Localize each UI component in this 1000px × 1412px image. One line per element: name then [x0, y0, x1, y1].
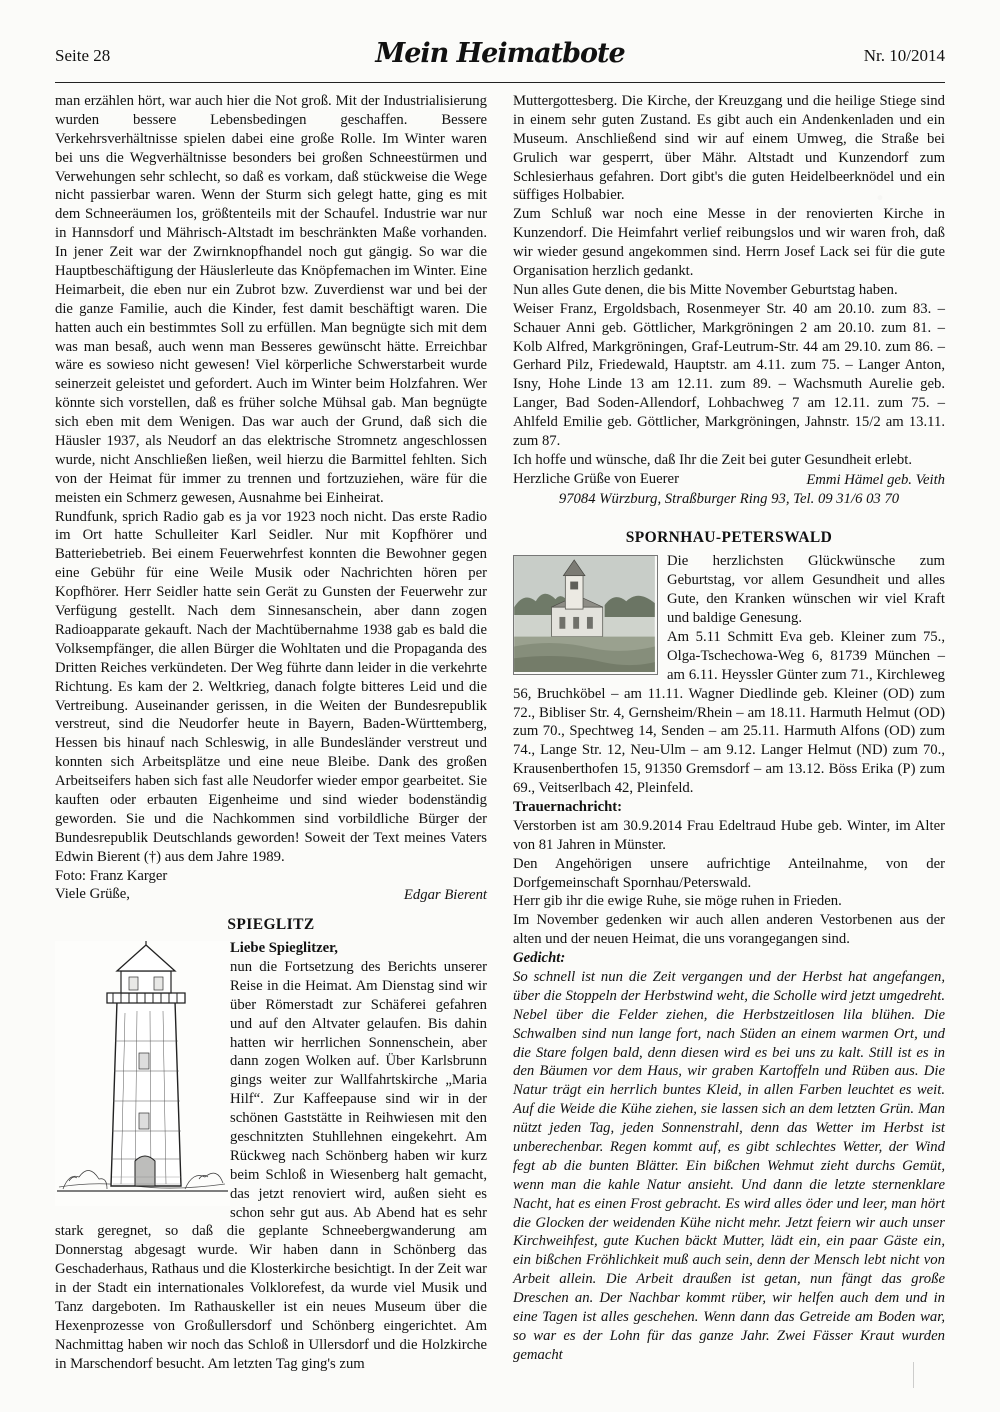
page-number-left: Seite 28: [55, 46, 111, 65]
section-title-spieglitz: SPIEGLITZ: [227, 916, 315, 934]
birthday-list: Weiser Franz, Ergoldsbach, Rosenmeyer Str. 40 am 20.10. zum 83. – Schauer Anni geb. Göttlicher, Markgröningen 2 am 20.10. zum 81. – Kolb Alfred, Markgröningen, Graf-Leutrum-Str. 44 am 29.10. zum 86. – Gerhard Pilz, Friedewald, Hauptstr. am 4.11. zum 75. – Langer Anton, Isny, Hohe Linde 13 am 12.11. zum 89. – Wachsmuth Aurelie geb. Langer, Bad Soden-Allendorf, Lohbachweg 7 am 12.11. zum 75. – Ahlfeld Emilie geb. Göttlicher, Markgröningen, Jahnstr. 15/2 am 13.11. zum 87.: [513, 300, 945, 450]
left-article-paragraph-2: Rundfunk, sprich Radio gab es ja vor 1923 noch nicht. Das erste Radio im Ort hatte Schulleiter Karl Seidler. Nur mit Kopfhörer und Batteriebetrieb. Bei einem Feuerwehrfest konnten die Bewohner gegen eine Gebühr für eine Weile Musik oder Nachrichten hören per Kopfhörer. Herr Seidler hatte sein Gerät zu Gunsten der Feuerwehr zur Verfügung gestellt. Nach dem Sinnesanschein, aber dann zogen Radioapparate gekauft. Nach der Machtübernahme 1938 gab es bald die Volksempfänger, die allen Bürger die Wohltaten und die Propaganda des Dritten Reiches verkündeten. Der Weg führte dann leider in die verkehrte Richtung. Es kam der 2. Weltkrieg, danach folgte bitteres Leid und die Vertreibung. Auseinander gerissen, in die Weiten der Bundesrepublik verstreut, sind die Neudorfer heute in Bayern, Baden-Württemberg, Hessen bis hinauf nach Schleswig, in alle Bundesländer verstreut und konnten sich Arbeitsplätze und eine neue Bleibe. Dank des großen Arbeitseifers haben sich fast alle Neudorfer wieder empor gearbeitet. Sie kauften oder erbauten Eigenheime und sind wieder bodenständig geworden. Sie und die Nachkommen sind vorbildliche Bürger der Bundesrepublik Deutschlands geworden! Soweit der Text meines Vaters Edwin Bierent (†) aus dem Jahre 1989.: [55, 508, 487, 865]
photo-credit: Foto: Franz Karger: [55, 867, 168, 884]
right-column: [513, 92, 945, 1365]
sporn-block: [513, 552, 945, 798]
right-signature: Emmi Hämel geb. Veith: [806, 471, 945, 488]
poem-title: Gedicht:: [513, 950, 566, 967]
tower-illustration: [55, 941, 230, 1206]
right-paragraph-2: Zum Schluß war noch eine Messe in der renovierten Kirche in Kunzendorf. Die Heimfahrt verlief reibungslos und wir waren froh, daß wir wieder gesund angekommen sind. Herrn Josef Lack sei für die gute Organisation herzlich gedankt.: [513, 206, 945, 280]
section-title-sporn: SPORNHAU-PETERSWALD: [625, 529, 833, 547]
left-column: [55, 92, 487, 1374]
farewell-line: Viele Grüße,: [55, 886, 130, 903]
sporn-birthday-list: Am 5.11 Schmitt Eva geb. Kleiner zum 75., Olga-Tschechowa-Weg 6, 81739 München – am 6.11. Heyssler Günter zum 71., Kirchleweg 56, Bruchköbel – am 11.11. Wagner Diedlinde geb. Kleiner (OD) zum 72., Bibliser Str. 4, Gernsheim/Rhein – am 18.11. Harmuth Helmut (OD) zum 70., Spechtweg 14, Senden – am 25.11. Harmuth Alfons (OD) zum 74., Lange Str. 12, Neu-Ulm – am 9.12. Langer Helmut (ND) zum 70., Krausenberthofen 15, 91350 Gremsdorf – am 13.12. Böss Erika (P) zum 69., Veitserlbach 42, Pleinfeld.: [513, 628, 945, 797]
spieglitz-body: nun die Fortsetzung des Berichts unserer Reise in die Heimat. Am Dienstag sind wir über Römerstadt zur Schäferei gefahren und auf den Altvater gelaufen. Bis dahin hatten wir herrlichen Sonnenschein, aber dann zogen Wolken auf. Über Karlsbrunn gings weiter zur Wallfahrtskirche „Maria Hilf“. Zur Kaffeepause sind wir in der schönen Gaststätte in Reihwiesen mit den geschnitzten Stuhllehnen eingekehrt. Am Rückweg nach Schönberg haben wir kurz beim Schloß in Wiesenberg halt gemacht, das jetzt renoviert wird, außen sieht es schon sehr gut aus. Ab Abend hat es sehr stark geregnet, so daß die geplante Schneebergwanderung am Donnerstag abgesagt wurde. Wir haben dann in Schönberg das Geschaderhaus, Rathaus und die Klosterkirche besichtigt. In der Zeit war in der Stadt ein internationales Volklorefest, da wurde viel Musik und Tanz dargeboten. Im Rathauskeller ist ein neues Museum über die Hexenprozesse von Großullersdorf und Schönberg eingerichtet. Am Nachmittag haben wir noch das Schloß in Ullersdorf und die Holzkirche in Marschendorf besucht. Am letzten Tag ging's zum: [55, 958, 487, 1372]
church-photo: [513, 555, 658, 675]
issue-number: Nr. 10/2014: [863, 46, 945, 65]
page-corner-mark: [913, 1362, 914, 1388]
obituary-body-1: Verstorben ist am 30.9.2014 Frau Edeltraud Hube geb. Winter, im Alter von 81 Jahren in Münster.: [513, 817, 945, 853]
spieglitz-salutation: Liebe Spieglitzer,: [230, 940, 338, 957]
spieglitz-block: [55, 939, 487, 1373]
sporn-intro: Die herzlichsten Glückwünsche zum Geburtstag, vor allem Gesundheit und alles Gute, den Kranken wünschen wir viel Kraft und baldige Genesung.: [667, 553, 945, 627]
closing-wish: Ich hoffe und wünsche, daß Ihr die Zeit bei guter Gesundheit erlebt.: [513, 451, 913, 468]
article-columns: [55, 92, 945, 1382]
left-article-paragraph-1: man erzählen hört, war auch hier die Not groß. Mit der Industrialisierung wurden bessere Lebensbedingen geschaffen. Bessere Verkehrsverhältnisse spielen dabei eine große Rolle. Im Winter waren bei uns die Wegverhältnisse besonders bei großen Schneestürmen und Verwehungen sehr schlecht, so daß es vorkam, daß stückweise die Wege nicht passierbar waren. Wenn der Sturm sich gelegt hatte, ging es mit dem Schneeräumen los, größtenteils mit der Schaufel. Industrie war nur in Hannsdorf und Mährisch-Altstadt im beschränkten Maße vorhanden. In jener Zeit war der Zwirnknopfhandel noch gut gängig. So war die Hauptbeschäftigung der Häuslerleute das Knöpfemachen im Winter. Eine Heimarbeit, die eben nur ein Zubrot bzw. Zuverdienst war und bei der die ganze Familie, auch die Kinder, fest damit beschäftigt waren. Die hatten auch ein bestimmtes Soll zu erfüllen. Man begnügte sich mit dem was man besaß, auch wenn man Besseres gewünscht hätte. Erreichbar wäre es sowieso nicht gewesen! Viel körperliche Schwerstarbeit wurde seinerzeit geleistet und gefordert. Auch im Winter beim Holzfahren. Wer könnte sich vorstellen, daß es früher solche Mühsal gab. Man begnügte sich eben mit dem Wenigen. Das war auch der Grund, daß sich die Häusler 1937, als Neudorf an das elektrische Stromnetz angeschlossen wurde, nicht Anschließen ließen, weil hierzu die Barmittel fehlten. Sich von der Heimat für immer zu trennen und fortzuziehen, wäre für die meisten ein Schmerz gewesen, Ausnahme bei Einheirat.: [55, 93, 487, 506]
obituary-body-4: Im November gedenken wir auch allen anderen Vestorbenen aus der alten und der neuen Heimat, die uns vorangegangen sind.: [513, 912, 945, 948]
birthday-intro: Nun alles Gute denen, die bis Mitte November Geburtstag haben.: [513, 281, 898, 298]
sender-address: 97084 Würzburg, Straßburger Ring 93, Tel. 09 31/6 03 70: [558, 490, 900, 507]
right-paragraph-1: Muttergottesberg. Die Kirche, der Kreuzgang und die heilige Stiege sind in einem sehr guten Zustand. Es gibt auch ein Andenkenladen und ein Museum. Anschließend sind wir auf einem Umweg, die Straße bei Grulich war gesperrt, über Mähr. Altstadt und Kunzendorf zum Schlesierhaus gefahren. Dort gibt's die guten Heidelbeerknödel und ein süffiges Holbabier.: [513, 93, 945, 204]
greeting-line: Herzliche Grüße von Euerer: [513, 470, 679, 487]
header-divider: [55, 82, 945, 83]
obituary-body-3: Herr gib ihr die ewige Ruhe, sie möge ruhen in Frieden.: [513, 893, 842, 910]
obituary-title: Trauernachricht:: [513, 798, 623, 815]
left-signature: Edgar Bierent: [403, 887, 487, 904]
masthead: [55, 38, 945, 74]
publication-logo: Mein Heimatbote: [375, 38, 625, 69]
obituary-body-2: Den Angehörigen unsere aufrichtige Anteilnahme, von der Dorfgemeinschaft Spornhau/Peterswald.: [513, 855, 945, 891]
poem-body: So schnell ist nun die Zeit vergangen und der Herbst hat angefangen, über die Stoppeln der Herbstwind weht, die Scholle wird jetzt umgedreht. Nebel über die Felder ziehen, die Herbstzeitlosen lila blühen. Die Schwalben sind nun lange fort, nach Süden an einem warmen Ort, und die Stare folgen bald, denn diesen wird es bei uns zu kalt. Still ist es in den Bäumen vor dem Haus, wir graben Kartoffeln und Rüben aus. Die Natur trägt ein herrlich buntes Kleid, in allen Farben leuchtet es weit. Auf die Weide die Kühe ziehen, sie lassen sich an dem letzten Grün. Man nützt jeden Tag, jeden Sonnenstrahl, denn das Wetter im Herbst ist unberechenbar. Regen kommt auf, es gibt schlechtes Wetter, der Wind fegt ab die bunten Blätter. Ein bißchen Wehmut zieht durchs Gemüt, wenn man die kahle Natur ansieht. Und dann die letzte sternenklare Nacht, hat es einen Frost gebracht. Es wird alles öder und leer, man hört die Glocken der weidenden Kühe nicht mehr. Jetzt feiern wir auch unser Kirchweihfest, gute Kuchen bäckt Mutter, lädt ein, ein paar Gäste ein, ein bißchen Fröhlichkeit muß auch sein, denn der Mensch lebt nicht von Arbeit allein. Die Arbeit draußen ist getan, nun fängt das große Dreschen an. Der Nachbar kommt rüber, wir helfen auch dem und in eine Tagen ist alles geschehen. Wenn dann das Getreide am Boden war, so war es der Lohn für das ganze Jahr. Zwei Fässer Kraut wurden gemacht: [513, 968, 945, 1363]
